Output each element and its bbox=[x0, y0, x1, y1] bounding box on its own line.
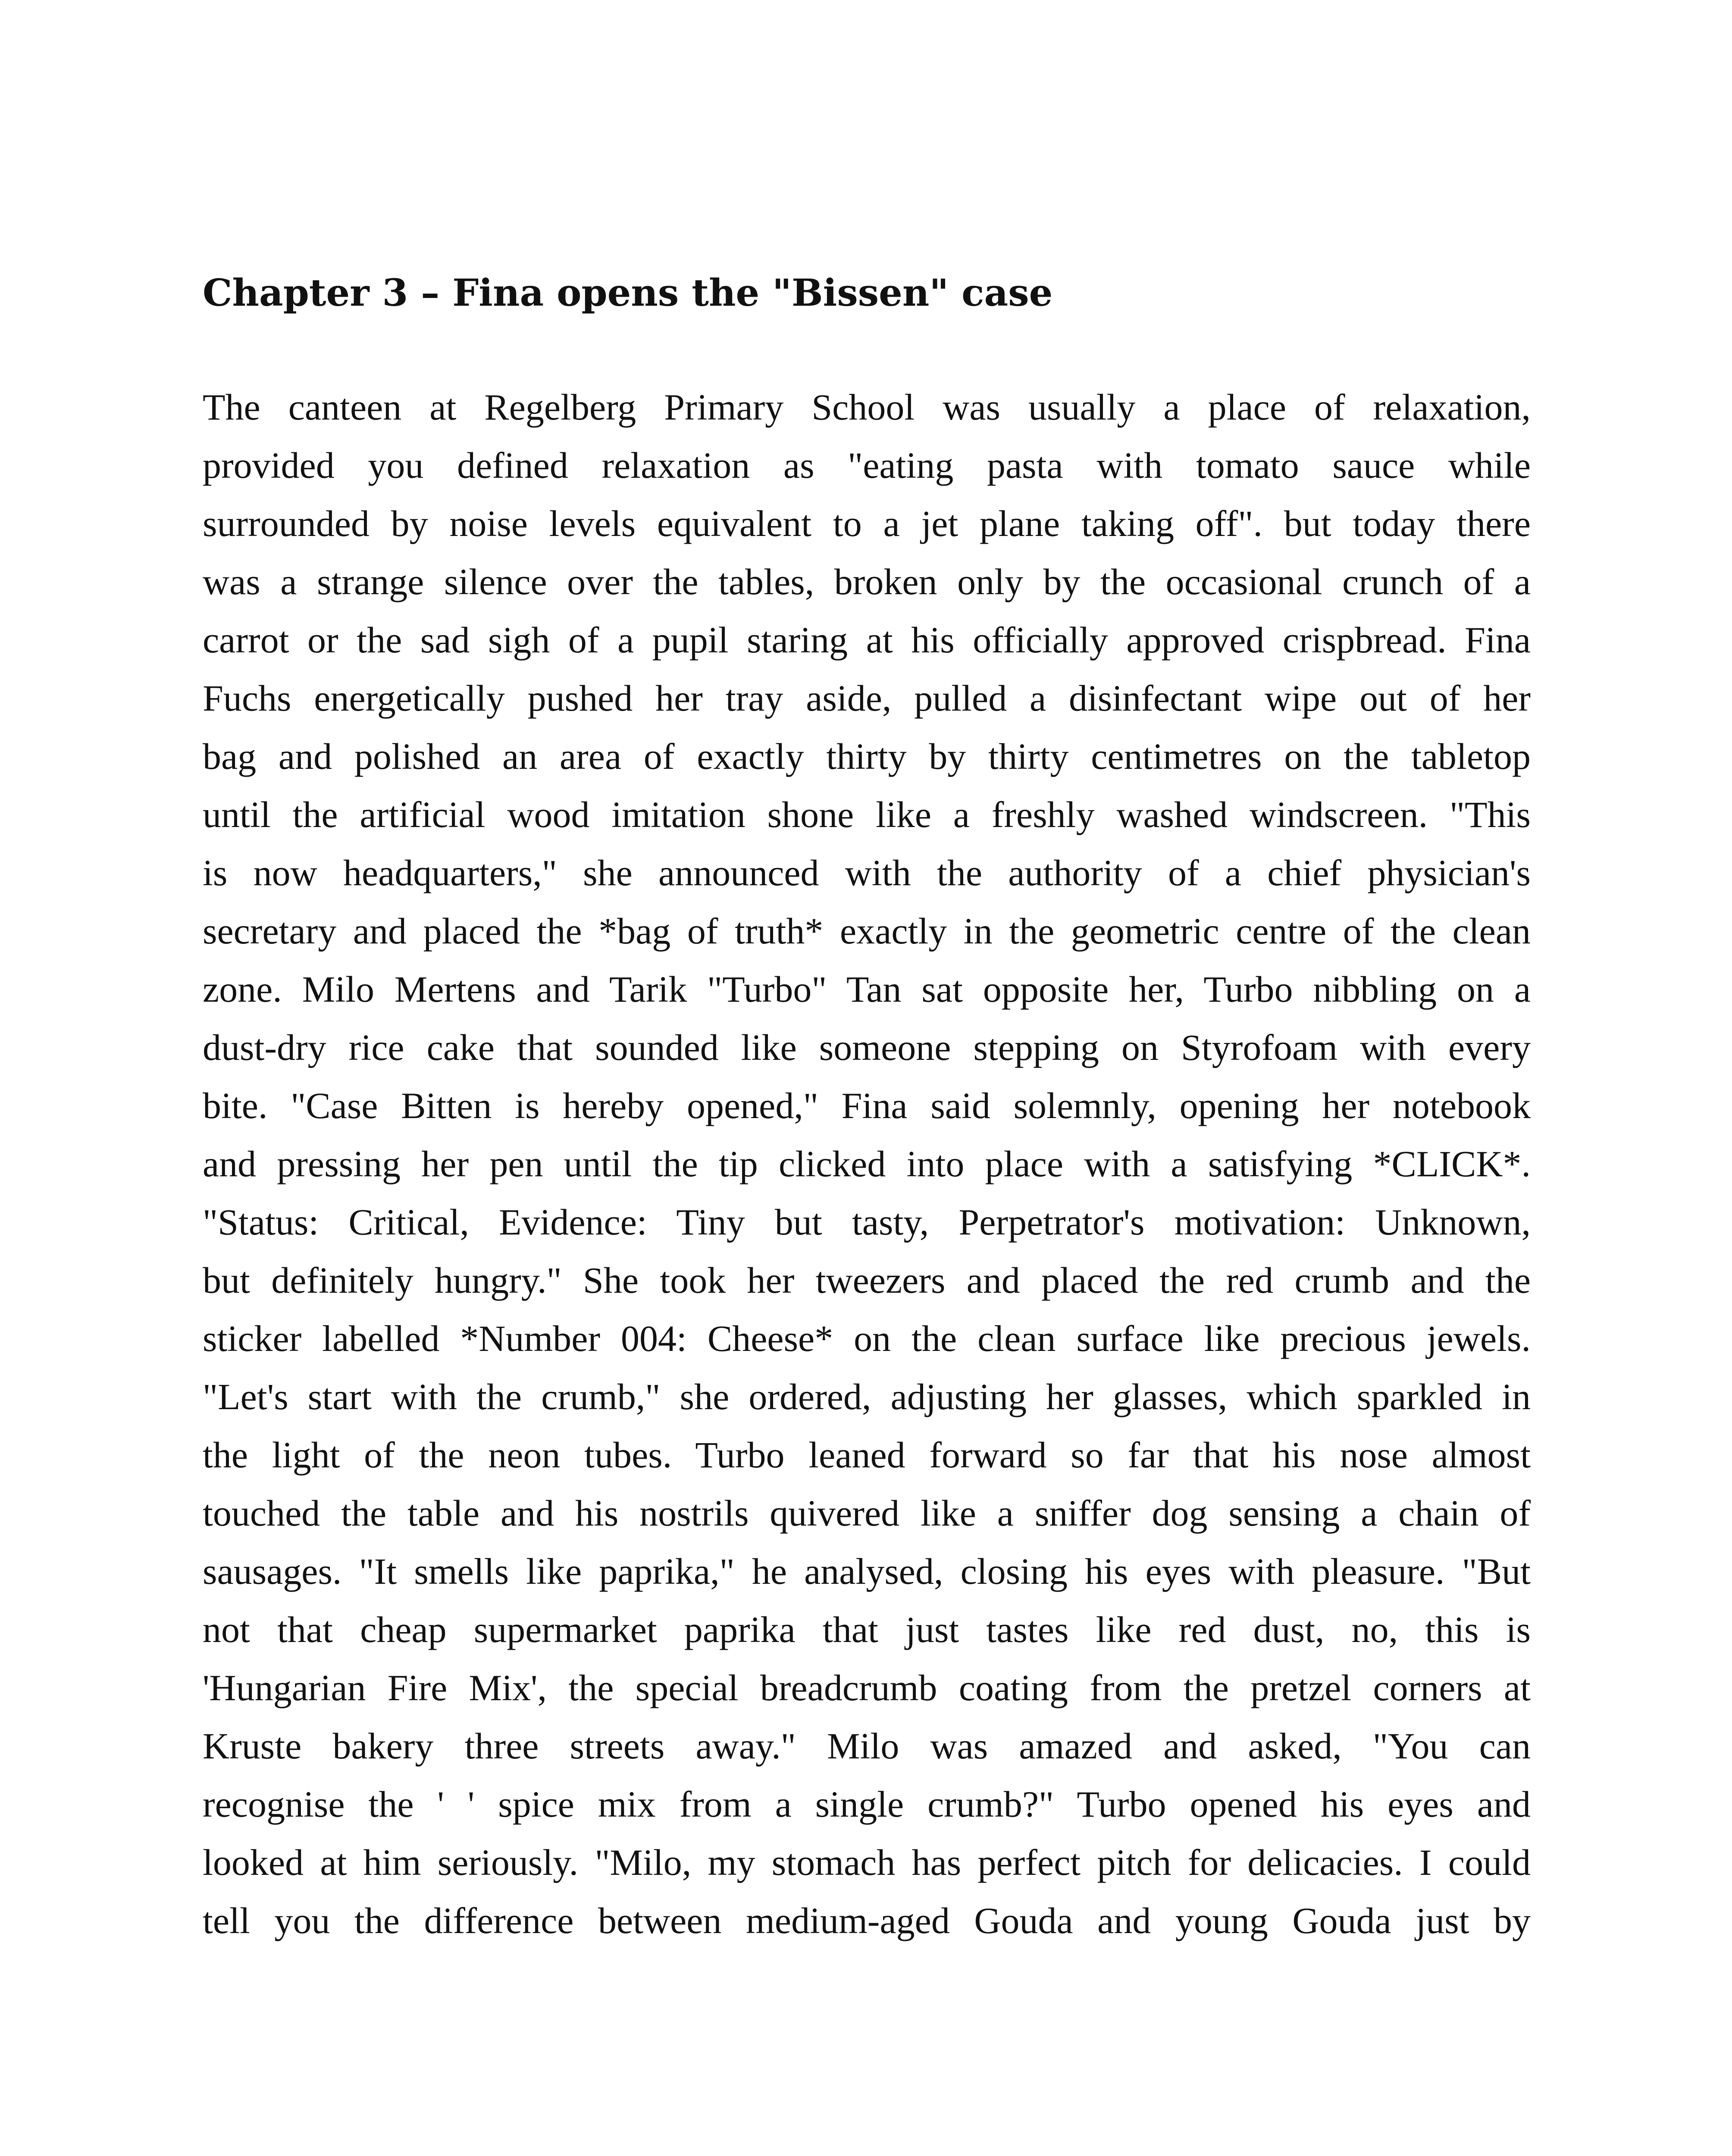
body-line: and pressing her pen until the tip clicked into place with a satisfying *CLICK*. bbox=[203, 1143, 1531, 1185]
body-line: but definitely hungry." She took her tweezers and placed the red crumb and the bbox=[203, 1260, 1531, 1301]
body-line: Kruste bakery three streets away." Milo was amazed and asked, "You can bbox=[203, 1725, 1531, 1767]
body-line: sticker labelled *Number 004: Cheese* on the clean surface like precious jewels. bbox=[203, 1318, 1531, 1359]
body-line: 'Hungarian Fire Mix', the special breadcrumb coating from the pretzel corners at bbox=[203, 1667, 1531, 1708]
chapter-body bbox=[203, 378, 1531, 1950]
body-line: bite. "Case Bitten is hereby opened," Fina said solemnly, opening her notebook bbox=[203, 1085, 1531, 1126]
body-line: sausages. "It smells like paprika," he analysed, closing his eyes with pleasure. "But bbox=[203, 1551, 1531, 1592]
body-line: not that cheap supermarket paprika that just tastes like red dust, no, this is bbox=[203, 1609, 1531, 1650]
body-line: the light of the neon tubes. Turbo leaned forward so far that his nose almost bbox=[203, 1434, 1531, 1476]
body-line: The canteen at Regelberg Primary School was usually a place of relaxation, bbox=[203, 386, 1531, 428]
body-line: "Let's start with the crumb," she ordered, adjusting her glasses, which sparkled in bbox=[203, 1376, 1531, 1417]
body-line: provided you defined relaxation as "eating pasta with tomato sauce while bbox=[203, 445, 1531, 486]
body-line: recognise the ' ' spice mix from a single crumb?" Turbo opened his eyes and bbox=[203, 1783, 1531, 1825]
body-line: tell you the difference between medium-aged Gouda and young Gouda just by bbox=[203, 1900, 1531, 1941]
body-line: was a strange silence over the tables, broken only by the occasional crunch of a bbox=[203, 561, 1531, 602]
body-line: touched the table and his nostrils quivered like a sniffer dog sensing a chain of bbox=[203, 1492, 1531, 1534]
body-line: zone. Milo Mertens and Tarik "Turbo" Tan sat opposite her, Turbo nibbling on a bbox=[203, 968, 1531, 1010]
body-line: dust-dry rice cake that sounded like someone stepping on Styrofoam with every bbox=[203, 1027, 1531, 1068]
body-line: until the artificial wood imitation shone like a freshly washed windscreen. "This bbox=[203, 794, 1531, 835]
body-line: "Status: Critical, Evidence: Tiny but tasty, Perpetrator's motivation: Unknown, bbox=[203, 1201, 1531, 1243]
body-line: secretary and placed the *bag of truth* exactly in the geometric centre of the clean bbox=[203, 910, 1531, 952]
body-line: Fuchs energetically pushed her tray aside, pulled a disinfectant wipe out of her bbox=[203, 677, 1531, 719]
body-line: surrounded by noise levels equivalent to a jet plane taking off". but today there bbox=[203, 503, 1531, 544]
body-line: bag and polished an area of exactly thirty by thirty centimetres on the tabletop bbox=[203, 736, 1531, 777]
body-line: looked at him seriously. "Milo, my stomach has perfect pitch for delicacies. I could bbox=[203, 1842, 1531, 1883]
body-line: carrot or the sad sigh of a pupil staring at his officially approved crispbread. Fina bbox=[203, 619, 1531, 661]
chapter-title: Chapter 3 – Fina opens the "Bissen" case bbox=[203, 271, 1053, 315]
body-line: is now headquarters," she announced with the authority of a chief physician's bbox=[203, 852, 1531, 893]
